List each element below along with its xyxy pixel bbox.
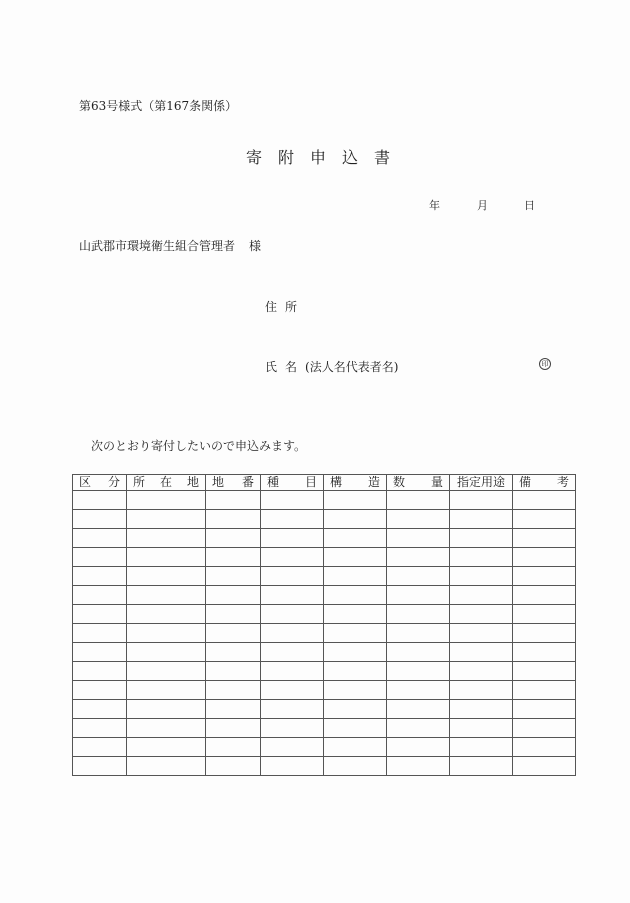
table-cell[interactable] (127, 586, 206, 605)
table-cell[interactable] (387, 719, 450, 738)
name-label-row (265, 358, 398, 375)
table-cell[interactable] (206, 491, 261, 510)
year-label: 年 (429, 199, 440, 212)
table-row (73, 605, 576, 624)
table-cell[interactable] (387, 643, 450, 662)
table-cell[interactable] (73, 586, 127, 605)
column-header (513, 475, 576, 491)
table-cell[interactable] (206, 681, 261, 700)
table-cell[interactable] (450, 757, 513, 776)
table-cell[interactable] (513, 491, 576, 510)
table-cell[interactable] (513, 719, 576, 738)
table-cell[interactable] (450, 662, 513, 681)
table-cell[interactable] (206, 529, 261, 548)
table-cell[interactable] (450, 567, 513, 586)
table-cell[interactable] (513, 681, 576, 700)
table-cell[interactable] (206, 700, 261, 719)
column-header (450, 475, 513, 491)
column-header (73, 475, 127, 491)
table-cell[interactable] (387, 567, 450, 586)
table-cell[interactable] (324, 700, 387, 719)
column-header-text: 在 (159, 475, 172, 489)
table-cell[interactable] (450, 586, 513, 605)
table-cell[interactable] (450, 719, 513, 738)
table-cell[interactable] (73, 700, 127, 719)
table-cell[interactable] (261, 567, 324, 586)
table-cell[interactable] (206, 738, 261, 757)
table-row (73, 624, 576, 643)
table-cell[interactable] (387, 491, 450, 510)
name-label: 氏名 (265, 360, 306, 374)
table-row (73, 681, 576, 700)
column-header-text: 構 (330, 475, 343, 489)
table-cell[interactable] (387, 624, 450, 643)
table-row (73, 529, 576, 548)
column-header-text: 種 (267, 475, 280, 489)
table-cell[interactable] (324, 567, 387, 586)
table-cell[interactable] (513, 757, 576, 776)
column-header (127, 475, 206, 491)
name-note: (法人名代表者名) (305, 360, 399, 374)
table-cell[interactable] (206, 719, 261, 738)
table-row (73, 643, 576, 662)
table-cell[interactable] (206, 567, 261, 586)
table-cell[interactable] (324, 510, 387, 529)
column-header-text: 量 (430, 475, 443, 489)
seal-icon: 印 (539, 358, 551, 370)
day-label: 日 (524, 199, 535, 212)
table-cell[interactable] (387, 548, 450, 567)
table-cell[interactable] (261, 491, 324, 510)
table-cell[interactable] (324, 681, 387, 700)
table-cell[interactable] (387, 605, 450, 624)
table-cell[interactable] (324, 738, 387, 757)
table-cell[interactable] (73, 681, 127, 700)
table-cell[interactable] (73, 643, 127, 662)
table-cell[interactable] (387, 738, 450, 757)
donation-table (72, 474, 576, 776)
table-row (73, 567, 576, 586)
table-cell[interactable] (261, 700, 324, 719)
table-row (73, 719, 576, 738)
table-cell[interactable] (387, 700, 450, 719)
table-cell[interactable] (127, 605, 206, 624)
column-header-text: 目 (304, 475, 317, 489)
table-cell[interactable] (73, 605, 127, 624)
table-cell[interactable] (387, 662, 450, 681)
table-cell[interactable] (127, 624, 206, 643)
table-cell[interactable] (261, 548, 324, 567)
column-header-text: 数 (393, 475, 406, 489)
document-title: 寄附申込書 (246, 148, 407, 167)
table-cell[interactable] (206, 605, 261, 624)
table-cell[interactable] (513, 738, 576, 757)
table-cell[interactable] (261, 757, 324, 776)
column-header (324, 475, 387, 491)
table-cell[interactable] (450, 738, 513, 757)
date-field (429, 197, 535, 213)
address-label: 住所 (265, 300, 306, 314)
table-cell[interactable] (513, 510, 576, 529)
table-cell[interactable] (73, 662, 127, 681)
intro-text: 次のとおり寄付したいので申込みます。 (91, 439, 307, 453)
table-row (73, 662, 576, 681)
table-cell[interactable] (513, 548, 576, 567)
table-cell[interactable] (261, 719, 324, 738)
addressee (79, 237, 261, 254)
column-header (387, 475, 450, 491)
column-header-text: 所 (133, 475, 146, 489)
table-cell[interactable] (450, 605, 513, 624)
table-cell[interactable] (73, 738, 127, 757)
table-cell[interactable] (206, 662, 261, 681)
column-header-text: 造 (367, 475, 380, 489)
table-cell[interactable] (324, 548, 387, 567)
table-cell[interactable] (261, 738, 324, 757)
table-row (73, 586, 576, 605)
table-cell[interactable] (127, 567, 206, 586)
table-cell[interactable] (324, 586, 387, 605)
table-cell[interactable] (261, 510, 324, 529)
table-cell[interactable] (206, 548, 261, 567)
addressee-honorific: 様 (249, 239, 262, 253)
column-header-text: 地 (212, 475, 225, 489)
table-cell[interactable] (387, 586, 450, 605)
table-cell[interactable] (206, 624, 261, 643)
column-header (261, 475, 324, 491)
table-cell[interactable] (127, 719, 206, 738)
table-cell[interactable] (450, 643, 513, 662)
table-cell[interactable] (127, 529, 206, 548)
table-cell[interactable] (261, 605, 324, 624)
column-header-text: 考 (556, 475, 569, 489)
table-row (73, 700, 576, 719)
table-cell[interactable] (450, 510, 513, 529)
table-cell[interactable] (450, 548, 513, 567)
table-cell[interactable] (73, 529, 127, 548)
table-row (73, 548, 576, 567)
table-cell[interactable] (206, 510, 261, 529)
table-cell[interactable] (513, 700, 576, 719)
column-header-text: 区 (79, 475, 92, 489)
table-cell[interactable] (206, 586, 261, 605)
table-cell[interactable] (73, 510, 127, 529)
table-cell[interactable] (387, 510, 450, 529)
addressee-name: 山武郡市環境衛生組合管理者 (79, 239, 236, 253)
table-cell[interactable] (324, 757, 387, 776)
table-cell[interactable] (73, 491, 127, 510)
table-cell[interactable] (127, 738, 206, 757)
table-cell[interactable] (513, 643, 576, 662)
table-cell[interactable] (450, 491, 513, 510)
table-cell[interactable] (450, 700, 513, 719)
table-cell[interactable] (127, 700, 206, 719)
table-cell[interactable] (324, 529, 387, 548)
column-header-text: 備 (519, 475, 532, 489)
table-cell[interactable] (206, 643, 261, 662)
table-cell[interactable] (324, 605, 387, 624)
table-cell[interactable] (261, 586, 324, 605)
table-cell[interactable] (324, 624, 387, 643)
table-cell[interactable] (73, 548, 127, 567)
table-cell[interactable] (387, 757, 450, 776)
table-cell[interactable] (324, 719, 387, 738)
table-cell[interactable] (513, 605, 576, 624)
table-cell[interactable] (513, 624, 576, 643)
table-cell[interactable] (324, 491, 387, 510)
table-row (73, 757, 576, 776)
table-cell[interactable] (261, 624, 324, 643)
table-cell[interactable] (73, 757, 127, 776)
table-cell[interactable] (513, 529, 576, 548)
form-number: 第63号様式（第167条関係） (79, 99, 238, 113)
table-cell[interactable] (513, 567, 576, 586)
table-cell[interactable] (324, 643, 387, 662)
table-row (73, 491, 576, 510)
table-cell[interactable] (450, 529, 513, 548)
column-header (206, 475, 261, 491)
table-cell[interactable] (73, 567, 127, 586)
table-cell[interactable] (127, 491, 206, 510)
table-cell[interactable] (127, 510, 206, 529)
table-cell[interactable] (127, 548, 206, 567)
table-cell[interactable] (387, 529, 450, 548)
column-header-text: 地 (186, 475, 199, 489)
table-row (73, 738, 576, 757)
table-cell[interactable] (127, 662, 206, 681)
table-cell[interactable] (127, 757, 206, 776)
table-cell[interactable] (450, 681, 513, 700)
table-cell[interactable] (206, 757, 261, 776)
column-header-text: 番 (241, 475, 254, 489)
table-cell[interactable] (261, 681, 324, 700)
table-header-row (73, 475, 576, 491)
table-cell[interactable] (73, 624, 127, 643)
table-cell[interactable] (261, 643, 324, 662)
table-cell[interactable] (261, 529, 324, 548)
table-cell[interactable] (127, 681, 206, 700)
table-cell[interactable] (450, 624, 513, 643)
column-header-text: 指定用途 (456, 475, 505, 489)
table-cell[interactable] (513, 586, 576, 605)
table-cell[interactable] (387, 681, 450, 700)
month-label: 月 (477, 199, 488, 212)
table-cell[interactable] (261, 662, 324, 681)
table-cell[interactable] (127, 643, 206, 662)
table-cell[interactable] (324, 662, 387, 681)
table-row (73, 510, 576, 529)
column-header-text: 分 (107, 475, 120, 489)
table-cell[interactable] (73, 719, 127, 738)
table-cell[interactable] (513, 662, 576, 681)
